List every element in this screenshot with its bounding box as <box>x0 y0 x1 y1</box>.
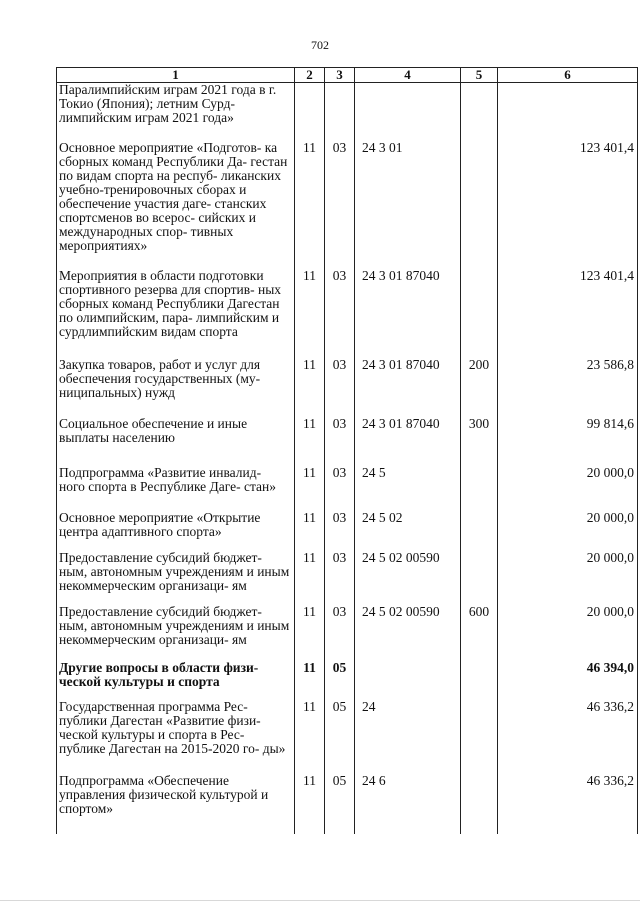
table-header-row <box>57 68 638 83</box>
table-row <box>57 661 638 700</box>
row-subsection: 03 <box>325 511 355 551</box>
table-row <box>57 141 638 269</box>
row-expense-type <box>461 141 498 269</box>
table-row <box>57 551 638 605</box>
empty-cell <box>325 816 355 834</box>
table-row <box>57 269 638 358</box>
row-section: 11 <box>295 661 325 700</box>
row-subsection: 03 <box>325 417 355 466</box>
table-row <box>57 466 638 511</box>
row-subsection: 05 <box>325 774 355 816</box>
row-name: Предоставление субсидий бюджет- ным, автономным учреждениям и иным некоммерческим организаци- ям <box>57 551 295 605</box>
table-row <box>57 774 638 816</box>
row-target-code: 24 5 <box>355 466 461 511</box>
row-name: Паралимпийским играм 2021 года в г. Токио (Япония); летним Сурд- лимпийским играм 2021 года» <box>57 83 295 142</box>
header-col-5: 5 <box>461 68 498 83</box>
row-name: Подпрограмма «Развитие инвалид- ного спорта в Республике Даге- стан» <box>57 466 295 511</box>
row-expense-type <box>461 466 498 511</box>
row-name: Другие вопросы в области физи- ческой культуры и спорта <box>57 661 295 700</box>
row-amount: 46 394,0 <box>498 661 638 700</box>
row-section: 11 <box>295 774 325 816</box>
page-bottom-edge <box>0 900 640 901</box>
row-expense-type <box>461 661 498 700</box>
row-subsection: 05 <box>325 661 355 700</box>
table-row <box>57 605 638 661</box>
header-col-4: 4 <box>355 68 461 83</box>
header-col-2: 2 <box>295 68 325 83</box>
row-section: 11 <box>295 466 325 511</box>
row-target-code: 24 5 02 00590 <box>355 605 461 661</box>
row-section: 11 <box>295 269 325 358</box>
row-section: 11 <box>295 358 325 417</box>
row-section: 11 <box>295 141 325 269</box>
row-amount: 99 814,6 <box>498 417 638 466</box>
row-name: Основное мероприятие «Открытие центра адаптивного спорта» <box>57 511 295 551</box>
row-expense-type <box>461 551 498 605</box>
row-section <box>295 83 325 142</box>
row-subsection: 03 <box>325 141 355 269</box>
row-target-code: 24 5 02 <box>355 511 461 551</box>
row-expense-type: 200 <box>461 358 498 417</box>
row-name: Основное мероприятие «Подготов- ка сборных команд Республики Да- гестан по видам спорта на респуб- ликанских учебно-тренировочных сборах и обеспечение участия даге- станских спортсменов во всерос- сийских и международных спор- тивных мероприятиях» <box>57 141 295 269</box>
row-expense-type <box>461 269 498 358</box>
table-row <box>57 417 638 466</box>
row-target-code <box>355 661 461 700</box>
row-amount: 46 336,2 <box>498 700 638 774</box>
row-subsection <box>325 83 355 142</box>
row-expense-type: 300 <box>461 417 498 466</box>
row-name: Подпрограмма «Обеспечение управления физической культурой и спортом» <box>57 774 295 816</box>
row-section: 11 <box>295 417 325 466</box>
row-target-code: 24 <box>355 700 461 774</box>
row-subsection: 03 <box>325 358 355 417</box>
row-amount: 123 401,4 <box>498 269 638 358</box>
empty-cell <box>355 816 461 834</box>
row-amount: 123 401,4 <box>498 141 638 269</box>
row-subsection: 03 <box>325 551 355 605</box>
row-expense-type <box>461 83 498 142</box>
row-target-code <box>355 83 461 142</box>
budget-table <box>56 67 638 834</box>
row-subsection: 03 <box>325 269 355 358</box>
row-amount <box>498 83 638 142</box>
row-subsection: 05 <box>325 700 355 774</box>
row-section: 11 <box>295 700 325 774</box>
row-target-code: 24 3 01 <box>355 141 461 269</box>
header-col-3: 3 <box>325 68 355 83</box>
empty-cell <box>461 816 498 834</box>
page-number: 702 <box>311 38 329 52</box>
table-row <box>57 358 638 417</box>
empty-cell <box>498 816 638 834</box>
row-target-code: 24 5 02 00590 <box>355 551 461 605</box>
row-amount: 46 336,2 <box>498 774 638 816</box>
table-body <box>57 83 638 835</box>
row-name: Закупка товаров, работ и услуг для обеспечения государственных (му- ниципальных) нужд <box>57 358 295 417</box>
row-subsection: 03 <box>325 605 355 661</box>
row-name: Предоставление субсидий бюджет- ным, автономным учреждениям и иным некоммерческим организаци- ям <box>57 605 295 661</box>
row-amount: 20 000,0 <box>498 466 638 511</box>
empty-cell <box>295 816 325 834</box>
row-target-code: 24 3 01 87040 <box>355 358 461 417</box>
table-row <box>57 511 638 551</box>
row-expense-type: 600 <box>461 605 498 661</box>
header-col-6: 6 <box>498 68 638 83</box>
row-section: 11 <box>295 605 325 661</box>
row-subsection: 03 <box>325 466 355 511</box>
empty-cell <box>57 816 295 834</box>
row-section: 11 <box>295 511 325 551</box>
table-row <box>57 83 638 142</box>
row-target-code: 24 3 01 87040 <box>355 269 461 358</box>
row-name: Государственная программа Рес- публики Дагестан «Развитие физи- ческой культуры и спорта в Рес- публике Дагестан на 2015-2020 го- ды» <box>57 700 295 774</box>
row-amount: 20 000,0 <box>498 511 638 551</box>
row-target-code: 24 3 01 87040 <box>355 417 461 466</box>
table-filler-row <box>57 816 638 834</box>
row-section: 11 <box>295 551 325 605</box>
row-amount: 20 000,0 <box>498 605 638 661</box>
row-target-code: 24 6 <box>355 774 461 816</box>
row-name: Социальное обеспечение и иные выплаты населению <box>57 417 295 466</box>
row-expense-type <box>461 700 498 774</box>
row-expense-type <box>461 511 498 551</box>
row-amount: 23 586,8 <box>498 358 638 417</box>
row-amount: 20 000,0 <box>498 551 638 605</box>
row-expense-type <box>461 774 498 816</box>
row-name: Мероприятия в области подготовки спортивного резерва для спортив- ных сборных команд Республики Дагестан по олимпийским, пара- лимпийским и сурдлимпийским видам спорта <box>57 269 295 358</box>
table-row <box>57 700 638 774</box>
header-col-1: 1 <box>57 68 295 83</box>
